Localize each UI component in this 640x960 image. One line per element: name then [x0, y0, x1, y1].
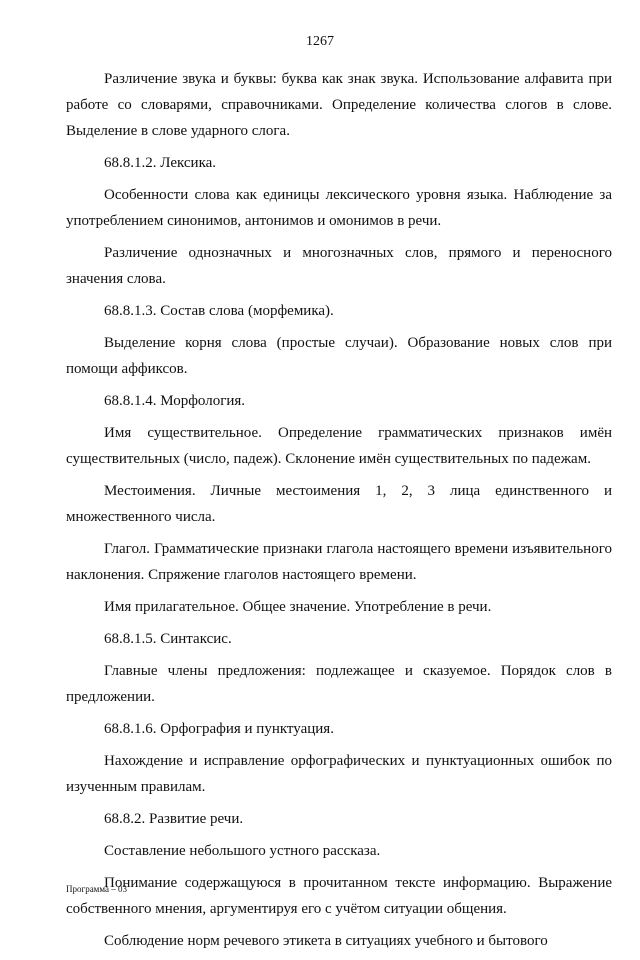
- section-heading: 68.8.1.4. Морфология.: [104, 393, 246, 409]
- footer-label: Программа – 03: [66, 884, 128, 894]
- paragraph: Соблюдение норм речевого этикета в ситуациях учебного и бытового: [104, 933, 548, 949]
- paragraph: Главные члены предложения: подлежащее и сказуемое. Порядок слов в предложении.: [66, 663, 612, 705]
- paragraph: Различение звука и буквы: буква как знак звука. Использование алфавита при работе со словарями, справочниками. Определение количества слогов в слове. Выделение в слове ударного слога.: [66, 71, 612, 139]
- document-body: [66, 66, 612, 960]
- paragraph: Составление небольшого устного рассказа.: [104, 843, 381, 859]
- page-number: 1267: [306, 34, 334, 49]
- section-heading: 68.8.2. Развитие речи.: [104, 811, 244, 827]
- paragraph: Нахождение и исправление орфографических и пунктуационных ошибок по изученным правилам.: [66, 753, 612, 795]
- section-heading: 68.8.1.6. Орфография и пунктуация.: [104, 721, 334, 737]
- paragraph: Понимание содержащуюся в прочитанном тексте информацию. Выражение собственного мнения, аргументируя его с учётом ситуации общения.: [66, 875, 612, 917]
- paragraph: Различение однозначных и многозначных слов, прямого и переносного значения слова.: [66, 245, 612, 287]
- paragraph: Имя существительное. Определение грамматических признаков имён существительных (число, падеж). Склонение имён существительных по падежам.: [66, 425, 612, 467]
- paragraph: Имя прилагательное. Общее значение. Употребление в речи.: [104, 599, 492, 615]
- paragraph: Местоимения. Личные местоимения 1, 2, 3 лица единственного и множественного числа.: [66, 483, 612, 525]
- section-heading: 68.8.1.2. Лексика.: [104, 155, 217, 171]
- section-heading: 68.8.1.3. Состав слова (морфемика).: [104, 303, 334, 319]
- paragraph: Выделение корня слова (простые случаи). Образование новых слов при помощи аффиксов.: [66, 335, 612, 377]
- paragraph: Особенности слова как единицы лексического уровня языка. Наблюдение за употреблением синонимов, антонимов и омонимов в речи.: [66, 187, 612, 229]
- paragraph: Глагол. Грамматические признаки глагола настоящего времени изъявительного наклонения. Спряжение глаголов настоящего времени.: [66, 541, 612, 583]
- section-heading: 68.8.1.5. Синтаксис.: [104, 631, 232, 647]
